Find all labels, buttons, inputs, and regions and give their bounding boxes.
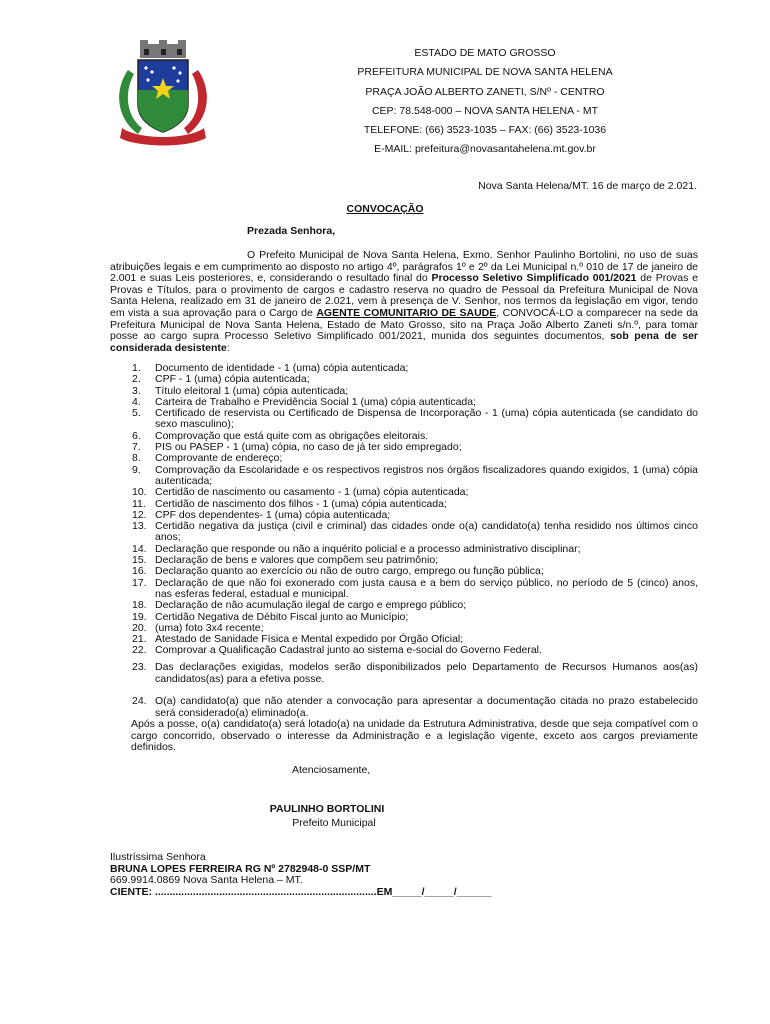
list-item-number: 8. [132,452,141,465]
list-item-number: 7. [132,441,141,454]
paragraph-text-2: de Provas e Provas e Títulos, para o provimento de cargos e cadastro reserva no quadro de Pessoal da Prefeitura Municipal de Nova Santa Helena, realizado em 31 de janeiro de 2.021, vem à presença de V. Senhor, nos termos da legislação em vigor, tendo em vista a sua aprovação para o Cargo de [110,272,698,319]
recipient-acknowledgement: CIENTE: ............................................................................EM_____/_____/______ [110,885,492,898]
header-state: ESTADO DE MATO GROSSO [414,47,556,59]
list-item-number: 22. [132,644,147,657]
list-item-number: 24. [132,695,147,707]
list-item-number: 18. [132,599,147,612]
list-item-number: 9. [132,463,141,476]
list-item-text: Comprovar a Qualificação Cadastral junto ao sistema e-social do Governo Federal. [155,644,542,657]
signatory-name: PAULINHO BORTOLINI [269,803,385,815]
list-item-text: Declaração que responde ou não a inquérito policial e a processo administrativo disciplinar; [155,542,581,555]
recipient-name: BRUNA LOPES FERREIRA RG Nº 2782948-0 SSP/MT [110,862,371,875]
list-item-text: Certidão de nascimento dos filhos - 1 (uma) cópia autenticada; [155,497,447,510]
list-item [110,662,698,685]
list-item-text: Comprovação que está quite com as obrigações eleitorais. [155,429,429,442]
header-cep: CEP: 78.548-000 – NOVA SANTA HELENA - MT [371,104,599,117]
list-item [110,645,698,656]
list-item-text: Das declarações exigidas, modelos serão disponibilizados pelo Departamento de Recursos Humanos aos(as) candidatos(as) para a efetiva posse. [155,661,698,685]
recipient-salutation: Ilustríssima Senhora [110,851,206,863]
list-item [110,453,698,464]
header-email: E-MAIL: prefeitura@novasantahelena.mt.gov.br [374,143,596,156]
list-item-text: (uma) foto 3x4 recente; [155,621,264,634]
list-item-text: Certidão negativa da justiça (civil e criminal) das cidades onde o(a) candidato(a) tenha residido nos últimos cinco anos; [155,520,698,544]
list-item-number: 21. [132,633,147,646]
list-item-text: PIS ou PASEP - 1 (uma) cópia, no caso de já ter sido empregado; [155,441,462,454]
convocation-paragraph [110,250,698,354]
list-item-number: 4. [132,395,141,408]
list-item-text: Título eleitoral 1 (uma) cópia autenticada; [155,384,349,397]
document-title: CONVOCAÇÃO [346,203,424,215]
list-item-text: Declaração de não acumulação ilegal de cargo e emprego público; [155,599,467,612]
list-item-number: 11. [132,497,146,510]
list-item-number: 16. [132,565,147,578]
list-item-number: 15. [132,554,147,567]
list-item [110,521,698,544]
greeting: Prezada Senhora, [247,225,336,237]
list-item-text: Certidão Negativa de Débito Fiscal junto ao Município; [155,610,409,623]
recipient-block [110,852,610,898]
header-phone: TELEFONE: (66) 3523-1035 – FAX: (66) 3523-1036 [363,124,607,137]
signatory-role: Prefeito Municipal [292,817,376,829]
paragraph-process-name: Processo Seletivo Simplificado 001/2021 [431,272,637,285]
list-item [110,465,698,488]
list-item-number: 14. [132,542,147,555]
list-item [110,408,698,431]
municipal-crest-logo [108,40,218,150]
list-item-text: Certificado de reservista ou Certificado de Dispensa de Incorporação - 1 (uma) cópia autenticada (se candidato do sexo masculino); [155,407,698,431]
list-item-text: Declaração de bens e valores que compõem seu patrimônio; [155,554,439,567]
list-item-text: Comprovação da Escolaridade e os respectivos registros nos órgãos fiscalizadores quando exigidos, 1 (uma) cópia autenticada; [155,463,698,487]
list-item-text: Atestado de Sanidade Física e Mental expedido por Órgão Oficial; [155,633,464,646]
list-item [110,600,698,611]
header-prefeitura: PREFEITURA MUNICIPAL DE NOVA SANTA HELENA [357,66,613,79]
list-item-text: O(a) candidato(a) que não atender a convocação para apresentar a documentação citada no prazo estabelecido será considerado(a) eliminado(a. [155,695,698,719]
list-item-text: CPF dos dependentes- 1 (uma) cópia autenticada; [155,508,391,521]
paragraph-text-3: , CONVOCÁ-LO a comparecer na sede da Prefeitura Municipal de Nova Santa Helena, Estado de Mato Grosso, sito na Praça João Alberto Zaneti s/n.º, para tomar posse ao cargo supra Processo Seletivo Simplificado 001/2021, munida dos seguintes documentos, [110,306,698,343]
paragraph-text-4: : [226,341,230,354]
list-item-text: Documento de identidade - 1 (uma) cópia autenticada; [155,362,409,374]
letterhead [300,44,670,160]
list-item [110,374,698,385]
list-item [110,578,698,601]
closing: Atenciosamente, [292,764,371,776]
list-item-text: Declaração quanto ao exercício ou não de outro cargo, emprego ou função pública; [155,565,544,578]
header-address: PRAÇA JOÃO ALBERTO ZANETI, S/Nº - CENTRO [365,85,605,98]
list-item-number: 3. [132,384,141,397]
list-item [110,566,698,577]
list-item-number: 13. [132,520,147,533]
document-date: Nova Santa Helena/MT. 16 de março de 2.021. [478,180,697,192]
list-item-text: Declaração de que não foi exonerado com justa causa e a bem do serviço público, no período de 5 (cinco) anos, nas esferas federal, estadual e municipal. [155,576,698,600]
recipient-contact: 669.9914.0869 Nova Santa Helena – MT. [110,874,303,887]
list-item-number: 5. [132,407,141,420]
documents-list [110,363,698,657]
paragraph-text-1: O Prefeito Municipal de Nova Santa Helena, Exmo. Senhor Paulinho Bortolini, no uso de suas atribuições legais e em cumprimento ao disposto no artigo 4º, parágrafos 1º e 2º da Lei Municipal n.º 010 de 17 de janeiro de 2.001 e suas Leis posteriores, e, considerando o resultado final do [110,249,698,285]
list-item-number: 6. [132,429,141,442]
list-item-number: 12. [132,508,147,521]
list-item [110,696,698,719]
list-item-number: 2. [132,373,141,386]
list-item-number: 23. [132,661,147,673]
list-item-text: CPF - 1 (uma) cópia autenticada; [155,373,310,386]
list-item-number: 20. [132,621,147,634]
paragraph-job-title: AGENTE COMUNITARIO DE SAUDE [316,306,497,319]
paragraph-penalty: sob pena de ser considerada desistente [110,330,698,354]
list-item-number: 19. [132,610,147,623]
list-item-number: 1. [132,362,141,374]
list-item-number: 17. [132,576,147,589]
list-item-text: Certidão de nascimento ou casamento - 1 (uma) cópia autenticada; [155,486,469,499]
list-item [110,487,698,498]
list-item-text: Comprovante de endereço; [155,452,283,465]
post-hiring-text: Após a posse, o(a) candidato(a) será lotado(a) na unidade da Estrutura Administrativa, desde que seja compatível com o cargo concorrido, observado o interesse da Administração e a legislação vigente, exceto aos cargos previamente definidos. [131,718,698,754]
list-item-text: Carteira de Trabalho e Previdência Social 1 (uma) cópia autenticada; [155,395,477,408]
list-item-number: 10. [132,486,147,499]
